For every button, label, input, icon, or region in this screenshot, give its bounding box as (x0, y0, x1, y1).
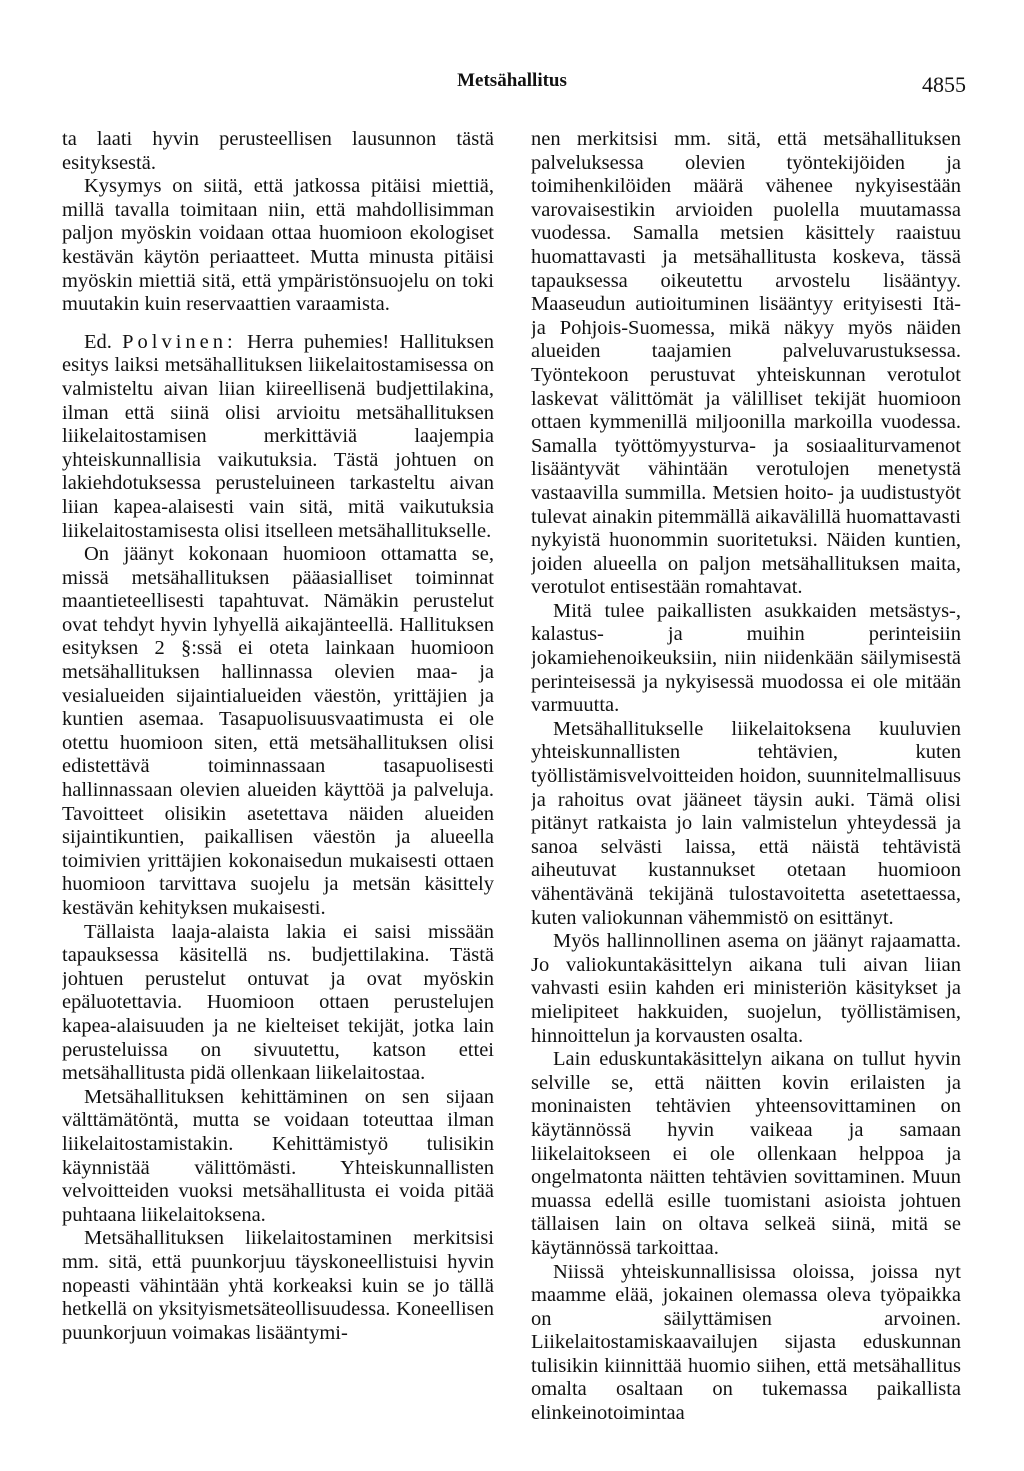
speaker-name: Polvinen: (122, 330, 237, 353)
speaker-prefix: Ed. (84, 330, 112, 353)
paragraph: Myös hallinnollinen asema on jäänyt rajaamatta. Jo valiokuntakäsittelyn aikana tuli aivan liian vahvasti esiin kahden eri ministeriön käsitykset ja mielipiteet hakkuiden, suojelun, työllistämisen, hinnoittelun ja korvausten osalta. (531, 930, 961, 1047)
paragraph: ta laati hyvin perusteellisen lausunnon tästä esityksestä. (62, 128, 494, 174)
paragraph: Metsähallituksen kehittäminen on sen sijaan välttämätöntä, mutta se voidaan toteuttaa ilman liikelaitostamistakin. Kehittämistyö tulisikin käynnistää välittömästi. Yhteiskunnallisten velvoitteiden vuoksi metsähallitusta ei voida pitää puhtaana liikelaitoksena. (62, 1085, 494, 1226)
paragraph: Metsähallitukselle liikelaitoksena kuuluvien yhteiskunnallisten tehtävien, kuten työllistämisvelvoitteiden hoidon, suunnitelmallisuus ja rahoitus ovat jääneet täysin auki. Tämä olisi pitänyt ratkaista jo lain valmistelun yhteydessä ja sanoa selvästi laissa, että näistä tehtävistä aiheutuvat kustannukset otetaan huomioon vähentävänä tekijänä tulostavoitetta asetettaessa, kuten valiokunnan vähemmistö on esittänyt. (531, 717, 961, 929)
paragraph: Lain eduskuntakäsittelyn aikana on tullut hyvin selville se, että näitten kovin erilaisten ja moninaisten tehtävien yhteensovittaminen on käytännössä hyvin vaikeaa ja samaan liikelaitokseen ei ole ollenkaan helppoa ja ongelmatonta näitten tehtävien sovittaminen. Muun muassa edellä esille tuomistani asioista johtuen tällaisen lain on oltava selkeä siinä, mitä se käytännössä tarkoittaa. (531, 1048, 961, 1259)
page-number: 4855 (922, 72, 966, 97)
paragraph: Kysymys on siitä, että jatkossa pitäisi miettiä, millä tavalla toimitaan niin, että mahdollisimman paljon myöskin voidaan ottaa huomioon ekologiset kestävän käytön periaatteet. Mutta minusta pitäisi myöskin miettiä sitä, että ympäristönsuojelu on toki muutakin kuin reservaattien varaamista. (62, 175, 494, 316)
running-title: Metsähallitus (457, 70, 567, 91)
speech-paragraph (62, 331, 494, 543)
paragraph: On jäänyt kokonaan huomioon ottamatta se, missä metsähallituksen pääasialliset toiminnat maantieteellisesti tapahtuvat. Nämäkin perustelut ovat tehdyt hyvin lyhyellä aikajänteellä. Hallituksen esityksen 2 §:ssä ei oteta lainkaan huomioon metsähallituksen hallinnassa olevien maa- ja vesialueiden sijaintialueiden väestön, yrittäjien ja kuntien asemaa. Tasapuolisuusvaatimusta ei ole otettu huomioon siten, että metsähallituksen olisi edistettävä toiminnassaan tasapuolisesti hallinnassaan olevien alueiden käyttöä ja palveluja. Tavoitteet olisikin asetettava näiden alueiden sijaintikuntien, paikallisen väestön ja alueella toimivien yrittäjien kokonaisedun mukaisesti ottaen huomioon tarvittava suojelu ja metsän käsittely kestävän kehityksen mukaisesti. (62, 543, 494, 919)
paragraph: Mitä tulee paikallisten asukkaiden metsästys-, kalastus- ja muihin perinteisiin jokamiehenoikeuksiin, niin niidenkään säilymisestä perinteisessä ja nykyisessä muodossa ei ole mitään varmuutta. (531, 599, 961, 717)
paragraph: Tällaista laaja-alaista lakia ei saisi missään tapauksessa käsitellä ns. budjettilakina. Tästä johtuen perustelut ontuvat ja ovat myöskin epäluotettavia. Huomioon ottaen perustelujen kapea-alaisuuden ja ne kielteiset tekijät, jotka lain perusteluissa on sivuutettu, katson ettei metsähallitusta pidä ollenkaan liikelaitostaa. (62, 920, 494, 1085)
left-column (62, 128, 494, 1438)
right-column (531, 128, 961, 1438)
paragraph: Metsähallituksen liikelaitostaminen merkitsisi mm. sitä, että puunkorjuu täyskoneellistuisi hyvin nopeasti vähintään yhtä korkeaksi kuin se jo tällä hetkellä on yksityismetsäteollisuudessa. Koneellisen puunkorjuun voimakas lisääntymi- (62, 1227, 494, 1344)
paragraph: nen merkitsisi mm. sitä, että metsähallituksen palveluksessa olevien työntekijöiden ja toimihenkilöiden määrä vähenee nykyisestään varovaisestikin arvioiden puolella muutamassa vuodessa. Samalla metsien käsittely raaistuu huomattavasti ja metsähallitusta koskeva, tässä tapauksessa oikeutettu arvostelu lisääntyy. Maaseudun autioituminen lisääntyy erityisesti Itä- ja Pohjois-Suomessa, mikä näkyy myös näiden alueiden taajamien palveluvarustuksessa. Työntekoon perustuvat yhteiskunnan verotulot laskevat välittömät ja välilliset tekijät huomioon ottaen kymmenillä miljoonilla markoilla vuodessa. Samalla työttömyysturva- ja sosiaaliturvamenot lisääntyvät vähintään verotulojen menetystä vastaavilla summilla. Metsien hoito- ja uudistustyöt tulevat ainakin pitemmällä aikavälillä huomattavasti nykyistä huonommin suoritetuksi. Näiden kuntien, joiden alueella on paljon metsähallituksen maita, verotulot entisestään romahtavat. (531, 128, 961, 599)
speech-text: Herra puhemies! Hallituksen esitys laiksi metsähallituksen liikelaitostamisessa on valmisteltu aivan liian kiireellisenä budjettilakina, ilman että siinä olisi arvioitu metsähallituksen liikelaitostamisen merkittäviä laajempia yhteiskunnallisia vaikutuksia. Tästä johtuen on lakiehdotuksessa perusteluineen tarkasteltu aivan liian kapea-alaisesti vain sitä, mitä vaikutuksia liikelaitostamisesta olisi itselleen metsähallitukselle. (62, 330, 494, 542)
paragraph: Niissä yhteiskunnallisissa oloissa, joissa nyt maamme elää, jokainen olemassa oleva työpaikka on säilyttämisen arvoinen. Liikelaitostamiskaavailujen sijasta eduskunnan tulisikin kiinnittää huomio siihen, että metsähallitus omalta osaltaan on tukemassa paikallista elinkeinotoimintaa (531, 1260, 961, 1425)
